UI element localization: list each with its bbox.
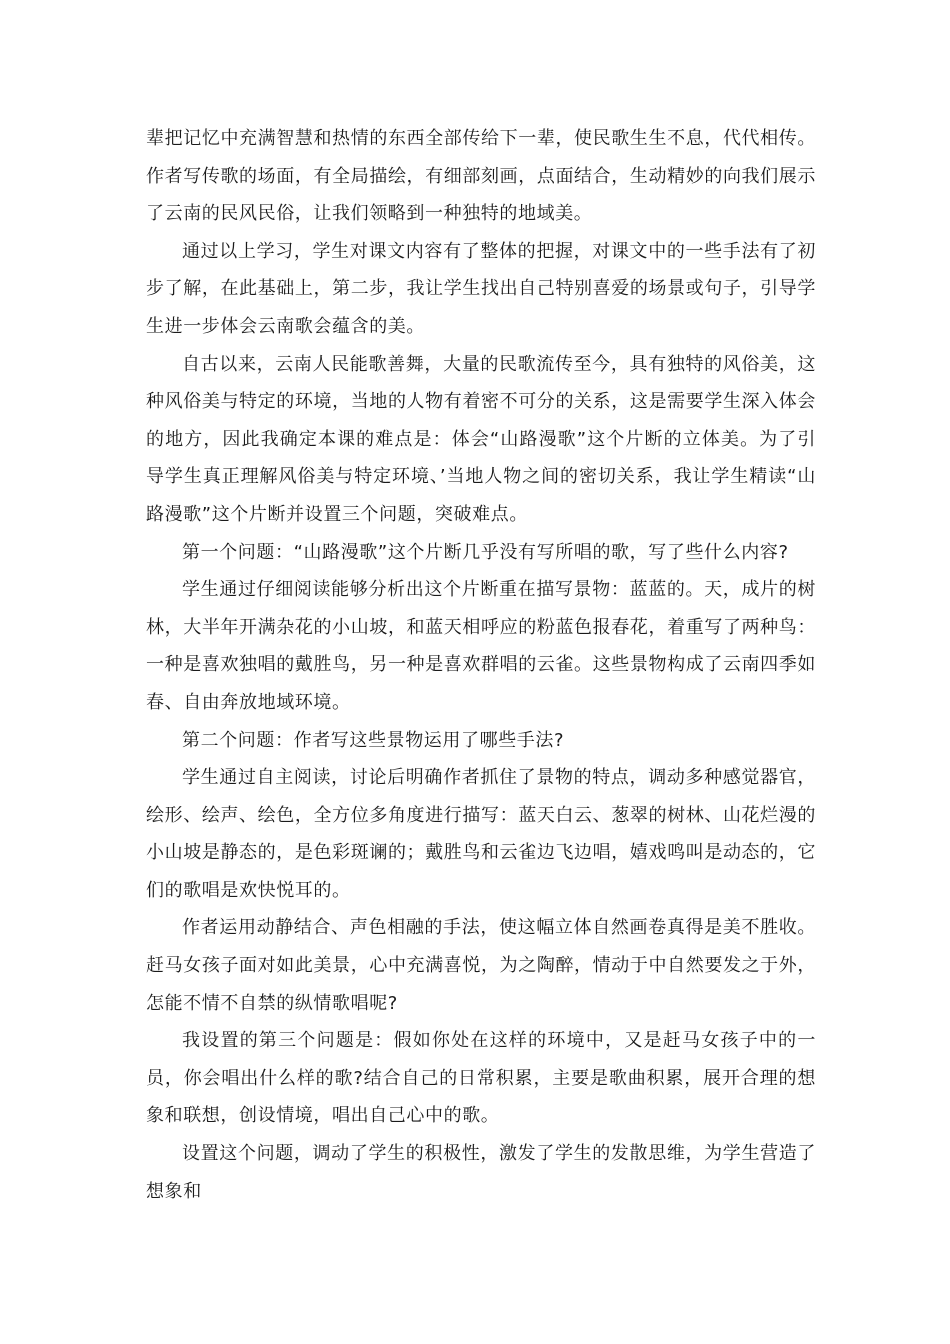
paragraph: 作者运用动静结合、声色相融的手法，使这幅立体自然画卷真得是美不胜收。赶马女孩子面对如此美景，心中充满喜悦，为之陶醉，情动于中自然要发之于外，怎能不情不自禁的纵情歌唱呢? — [146, 917, 816, 1014]
paragraph-question-three: 我设置的第三个问题是：假如你处在这样的环境中，又是赶马女孩子中的一员，你会唱出什么样的歌?结合自己的日常积累，主要是歌曲积累，展开合理的想象和联想，创设情境，唱出自己心中的歌。 — [146, 1030, 816, 1127]
paragraph: 自古以来，云南人民能歌善舞，大量的民歌流传至今，具有独特的风俗美，这种风俗美与特定的环境，当地的人物有着密不可分的关系，这是需要学生深入体会的地方，因此我确定本课的难点是：体会“山路漫歌”这个片断的立体美。为了引导学生真正理解风俗美与特定环境、’当地人物之间的密切关系，我让学生精读“山路漫歌”这个片断并设置三个问题，突破难点。 — [146, 353, 816, 525]
paragraph: 通过以上学习，学生对课文内容有了整体的把握，对课文中的一些手法有了初步了解，在此基础上，第二步，我让学生找出自己特别喜爱的场景或句子，引导学生进一步体会云南歌会蕴含的美。 — [146, 240, 816, 337]
paragraph-question-one: 第一个问题：“山路漫歌”这个片断几乎没有写所唱的歌，写了些什么内容? — [182, 541, 789, 563]
paragraph-question-two: 第二个问题：作者写这些景物运用了哪些手法? — [182, 729, 565, 751]
paragraph-continuation: 辈把记忆中充满智慧和热情的东西全部传给下一辈，使民歌生生不息，代代相传。作者写传歌的场面，有全局描绘，有细部刻画，点面结合，生动精妙的向我们展示了云南的民风民俗，让我们领略到一种独特的地域美。 — [146, 128, 816, 225]
paragraph: 学生通过自主阅读，讨论后明确作者抓住了景物的特点，调动多种感觉器官，绘形、绘声、绘色，全方位多角度进行描写：蓝天白云、葱翠的树林、山花烂漫的小山坡是静态的，是色彩斑谰的；戴胜鸟和云雀边飞边唱，嬉戏鸣叫是动态的，它们的歌唱是欢快悦耳的。 — [146, 767, 816, 901]
paragraph: 学生通过仔细阅读能够分析出这个片断重在描写景物：蓝蓝的。天，成片的树林，大半年开满杂花的小山坡，和蓝天相呼应的粉蓝色报春花，着重写了两种鸟：一种是喜欢独唱的戴胜鸟，另一种是喜欢群唱的云雀。这些景物构成了云南四季如春、自由奔放地域环境。 — [146, 579, 816, 713]
paragraph: 设置这个问题，调动了学生的积极性，激发了学生的发散思维，为学生营造了想象和 — [146, 1143, 816, 1202]
body-text — [146, 120, 816, 1210]
